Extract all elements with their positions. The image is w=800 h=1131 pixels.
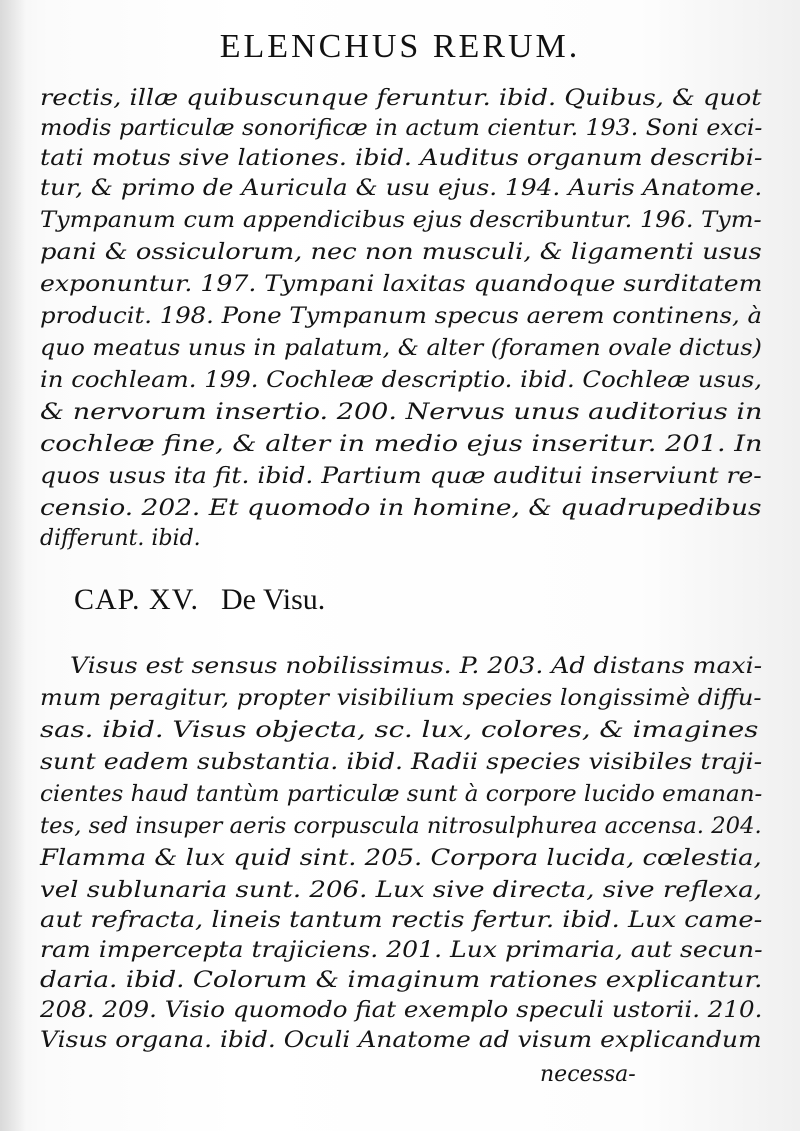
running-head: ELENCHUS RERUM. <box>219 28 581 65</box>
text-line: tati motus sive lationes. ibid. Auditus organum describi- <box>40 146 763 171</box>
text-line: quo meatus unus in palatum, & alter (foramen ovale dictus) <box>40 336 762 361</box>
chapter-number: CAP. XV. <box>74 583 199 616</box>
text-line: tur, & primo de Auricula & usu ejus. 194. Auris Anatome. <box>40 176 763 201</box>
text-line: quos usus ita fit. ibid. Partium quæ auditui inserviunt re- <box>40 464 762 489</box>
text-line: tes, sed insuper aeris corpuscula nitrosulphurea accensa. 204. <box>40 814 762 839</box>
text-line: mum peragitur, propter visibilium species longissimè diffu- <box>40 686 762 711</box>
text-line: & nervorum insertio. 200. Nervus unus auditorius in <box>40 400 763 425</box>
text-line: sas. ibid. Visus objecta, sc. lux, colores, & imagines <box>40 718 759 743</box>
catchword: necessa- <box>540 1062 636 1087</box>
text-line: Visus est sensus nobilissimus. P. 203. Ad distans maxi- <box>70 654 763 679</box>
text-line: in cochleam. 199. Cochleæ descriptio. ibid. Cochleæ usus, <box>40 368 763 393</box>
text-line: cientes haud tantùm particulæ sunt à corpore lucido emanan- <box>40 782 763 807</box>
text-line: producit. 198. Pone Tympanum specus aerem continens, à <box>40 304 763 329</box>
text-line: ram impercepta trajiciens. 201. Lux primaria, aut secun- <box>40 938 763 963</box>
text-line: daria. ibid. Colorum & imaginum rationes explicantur. <box>40 968 763 993</box>
text-line: sunt eadem substantia. ibid. Radii species visibiles traji- <box>40 750 763 775</box>
text-line: vel sublunaria sunt. 206. Lux sive directa, sive reflexa, <box>40 878 762 903</box>
text-line: Flamma & lux quid sint. 205. Corpora lucida, cœlestia, <box>40 846 762 871</box>
text-line: exponuntur. 197. Tympani laxitas quandoque surditatem <box>40 272 763 297</box>
text-line: pani & ossiculorum, nec non musculi, & ligamenti usus <box>40 240 762 265</box>
text-line: Visus organa. ibid. Oculi Anatome ad visum explicandum <box>40 1028 762 1053</box>
chapter-heading <box>74 583 325 617</box>
text-line: cochleæ fine, & alter in medio ejus inseritur. 201. In <box>40 432 763 457</box>
text-line: censio. 202. Et quomodo in homine, & quadrupedibus <box>40 496 762 521</box>
text-line: rectis, illæ quibuscunque feruntur. ibid. Quibus, & quot <box>40 86 762 111</box>
chapter-title: De Visu. <box>221 583 326 616</box>
page-gutter-shadow <box>0 0 26 1131</box>
text-line: aut refracta, lineis tantum rectis fertur. ibid. Lux came- <box>40 908 763 933</box>
text-line: Tympanum cum appendicibus ejus describuntur. 196. Tym- <box>40 208 762 233</box>
text-line: modis particulæ sonorificæ in actum cientur. 193. Soni exci- <box>40 116 763 141</box>
text-line: 208. 209. Visio quomodo fiat exemplo speculi ustorii. 210. <box>40 998 763 1023</box>
text-line: differunt. ibid. <box>40 526 201 551</box>
